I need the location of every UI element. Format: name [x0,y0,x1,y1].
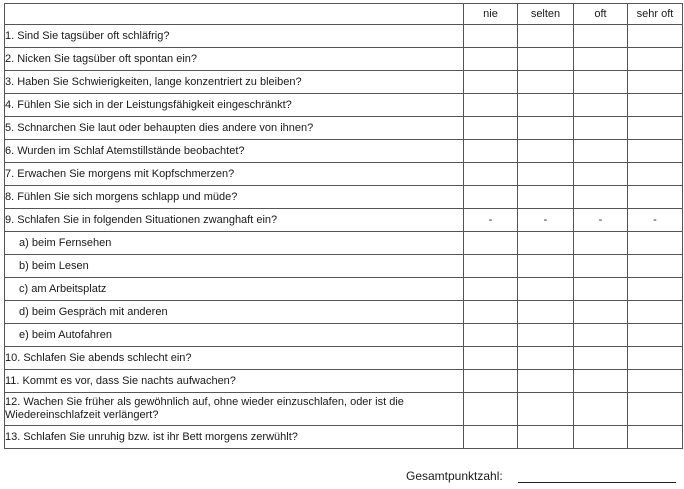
answer-cell-oft[interactable] [574,186,628,209]
column-header: oft [574,4,628,25]
answer-cell-nie[interactable] [464,94,518,117]
question-row [5,117,683,140]
answer-cell-oft[interactable] [574,301,628,324]
answer-cell-sehr-oft[interactable] [628,163,683,186]
answer-cell-sehr-oft[interactable] [628,301,683,324]
answer-cell-sehr-oft[interactable] [628,347,683,370]
answer-cell-nie[interactable] [464,426,518,449]
answer-cell-selten[interactable] [518,324,574,347]
answer-cell-selten[interactable] [518,255,574,278]
answer-cell-selten[interactable] [518,347,574,370]
question-row [5,370,683,393]
answer-cell-selten[interactable] [518,393,574,426]
question-text: 8. Fühlen Sie sich morgens schlapp und müde? [5,186,464,209]
column-header: sehr oft [628,4,683,25]
answer-cell-nie[interactable] [464,278,518,301]
question-row [5,71,683,94]
question-text: 6. Wurden im Schlaf Atemstillstände beobachtet? [5,140,464,163]
answer-cell-nie[interactable] [464,255,518,278]
question-text: 7. Erwachen Sie morgens mit Kopfschmerzen? [5,163,464,186]
answer-cell-selten[interactable] [518,426,574,449]
answer-cell-nie[interactable] [464,163,518,186]
questionnaire-table [4,3,683,449]
question-row [5,140,683,163]
answer-cell-selten[interactable] [518,163,574,186]
answer-cell-selten[interactable] [518,186,574,209]
question-row [5,25,683,48]
question-text: 4. Fühlen Sie sich in der Leistungsfähigkeit eingeschränkt? [5,94,464,117]
answer-cell-sehr-oft[interactable] [628,255,683,278]
question-row [5,324,683,347]
answer-cell-oft[interactable] [574,117,628,140]
answer-cell-sehr-oft[interactable] [628,48,683,71]
column-header: nie [464,4,518,25]
answer-cell-oft[interactable] [574,163,628,186]
answer-cell-sehr-oft[interactable] [628,370,683,393]
answer-cell-sehr-oft[interactable]: - [628,209,683,232]
answer-cell-nie[interactable] [464,71,518,94]
answer-cell-sehr-oft[interactable] [628,278,683,301]
answer-cell-oft[interactable] [574,71,628,94]
answer-cell-nie[interactable] [464,186,518,209]
answer-cell-oft[interactable]: - [574,209,628,232]
answer-cell-nie[interactable] [464,370,518,393]
answer-cell-oft[interactable] [574,426,628,449]
answer-cell-selten[interactable]: - [518,209,574,232]
answer-cell-nie[interactable] [464,48,518,71]
header-row [5,4,683,25]
answer-cell-oft[interactable] [574,94,628,117]
question-text: a) beim Fernsehen [5,232,464,255]
question-row [5,232,683,255]
answer-cell-nie[interactable] [464,301,518,324]
answer-cell-selten[interactable] [518,140,574,163]
answer-cell-nie[interactable] [464,324,518,347]
answer-cell-oft[interactable] [574,255,628,278]
question-text: b) beim Lesen [5,255,464,278]
answer-cell-oft[interactable] [574,232,628,255]
answer-cell-nie[interactable] [464,117,518,140]
question-row [5,94,683,117]
question-text: d) beim Gespräch mit anderen [5,301,464,324]
total-score-field[interactable] [518,482,676,483]
answer-cell-nie[interactable] [464,140,518,163]
answer-cell-oft[interactable] [574,48,628,71]
answer-cell-sehr-oft[interactable] [628,426,683,449]
answer-cell-selten[interactable] [518,232,574,255]
answer-cell-selten[interactable] [518,48,574,71]
question-row [5,163,683,186]
question-row [5,393,683,426]
answer-cell-sehr-oft[interactable] [628,186,683,209]
question-text: 11. Kommt es vor, dass Sie nachts aufwachen? [5,370,464,393]
column-header: selten [518,4,574,25]
answer-cell-sehr-oft[interactable] [628,71,683,94]
question-text: 12. Wachen Sie früher als gewöhnlich auf, ohne wieder einzuschlafen, oder ist die Wiedereinschlafzeit verlängert? [5,393,464,426]
question-text: 2. Nicken Sie tagsüber oft spontan ein? [5,48,464,71]
answer-cell-selten[interactable] [518,278,574,301]
total-score-label: Gesamtpunktzahl: [406,469,503,483]
answer-cell-nie[interactable] [464,25,518,48]
question-text: 9. Schlafen Sie in folgenden Situationen zwanghaft ein? [5,209,464,232]
answer-cell-oft[interactable] [574,347,628,370]
answer-cell-sehr-oft[interactable] [628,94,683,117]
answer-cell-oft[interactable] [574,278,628,301]
question-row [5,255,683,278]
answer-cell-selten[interactable] [518,25,574,48]
answer-cell-nie[interactable] [464,232,518,255]
question-row [5,48,683,71]
answer-cell-oft[interactable] [574,393,628,426]
question-text: 5. Schnarchen Sie laut oder behaupten dies andere von ihnen? [5,117,464,140]
question-row [5,186,683,209]
answer-cell-selten[interactable] [518,117,574,140]
answer-cell-oft[interactable] [574,25,628,48]
answer-cell-sehr-oft[interactable] [628,324,683,347]
answer-cell-sehr-oft[interactable] [628,140,683,163]
answer-cell-selten[interactable] [518,301,574,324]
question-text: 10. Schlafen Sie abends schlecht ein? [5,347,464,370]
question-text: 13. Schlafen Sie unruhig bzw. ist ihr Bett morgens zerwühlt? [5,426,464,449]
answer-cell-sehr-oft[interactable] [628,117,683,140]
question-text: e) beim Autofahren [5,324,464,347]
question-row [5,301,683,324]
question-row [5,347,683,370]
question-row [5,209,683,232]
answer-cell-sehr-oft[interactable] [628,232,683,255]
answer-cell-oft[interactable] [574,140,628,163]
answer-cell-nie[interactable] [464,347,518,370]
answer-cell-selten[interactable] [518,71,574,94]
answer-cell-sehr-oft[interactable] [628,25,683,48]
question-row [5,278,683,301]
question-text: c) am Arbeitsplatz [5,278,464,301]
answer-cell-nie[interactable]: - [464,209,518,232]
answer-cell-selten[interactable] [518,370,574,393]
question-row [5,426,683,449]
answer-cell-oft[interactable] [574,324,628,347]
question-text: 3. Haben Sie Schwierigkeiten, lange konzentriert zu bleiben? [5,71,464,94]
header-blank [5,4,464,25]
answer-cell-nie[interactable] [464,393,518,426]
question-text: 1. Sind Sie tagsüber oft schläfrig? [5,25,464,48]
answer-cell-selten[interactable] [518,94,574,117]
answer-cell-sehr-oft[interactable] [628,393,683,426]
answer-cell-oft[interactable] [574,370,628,393]
